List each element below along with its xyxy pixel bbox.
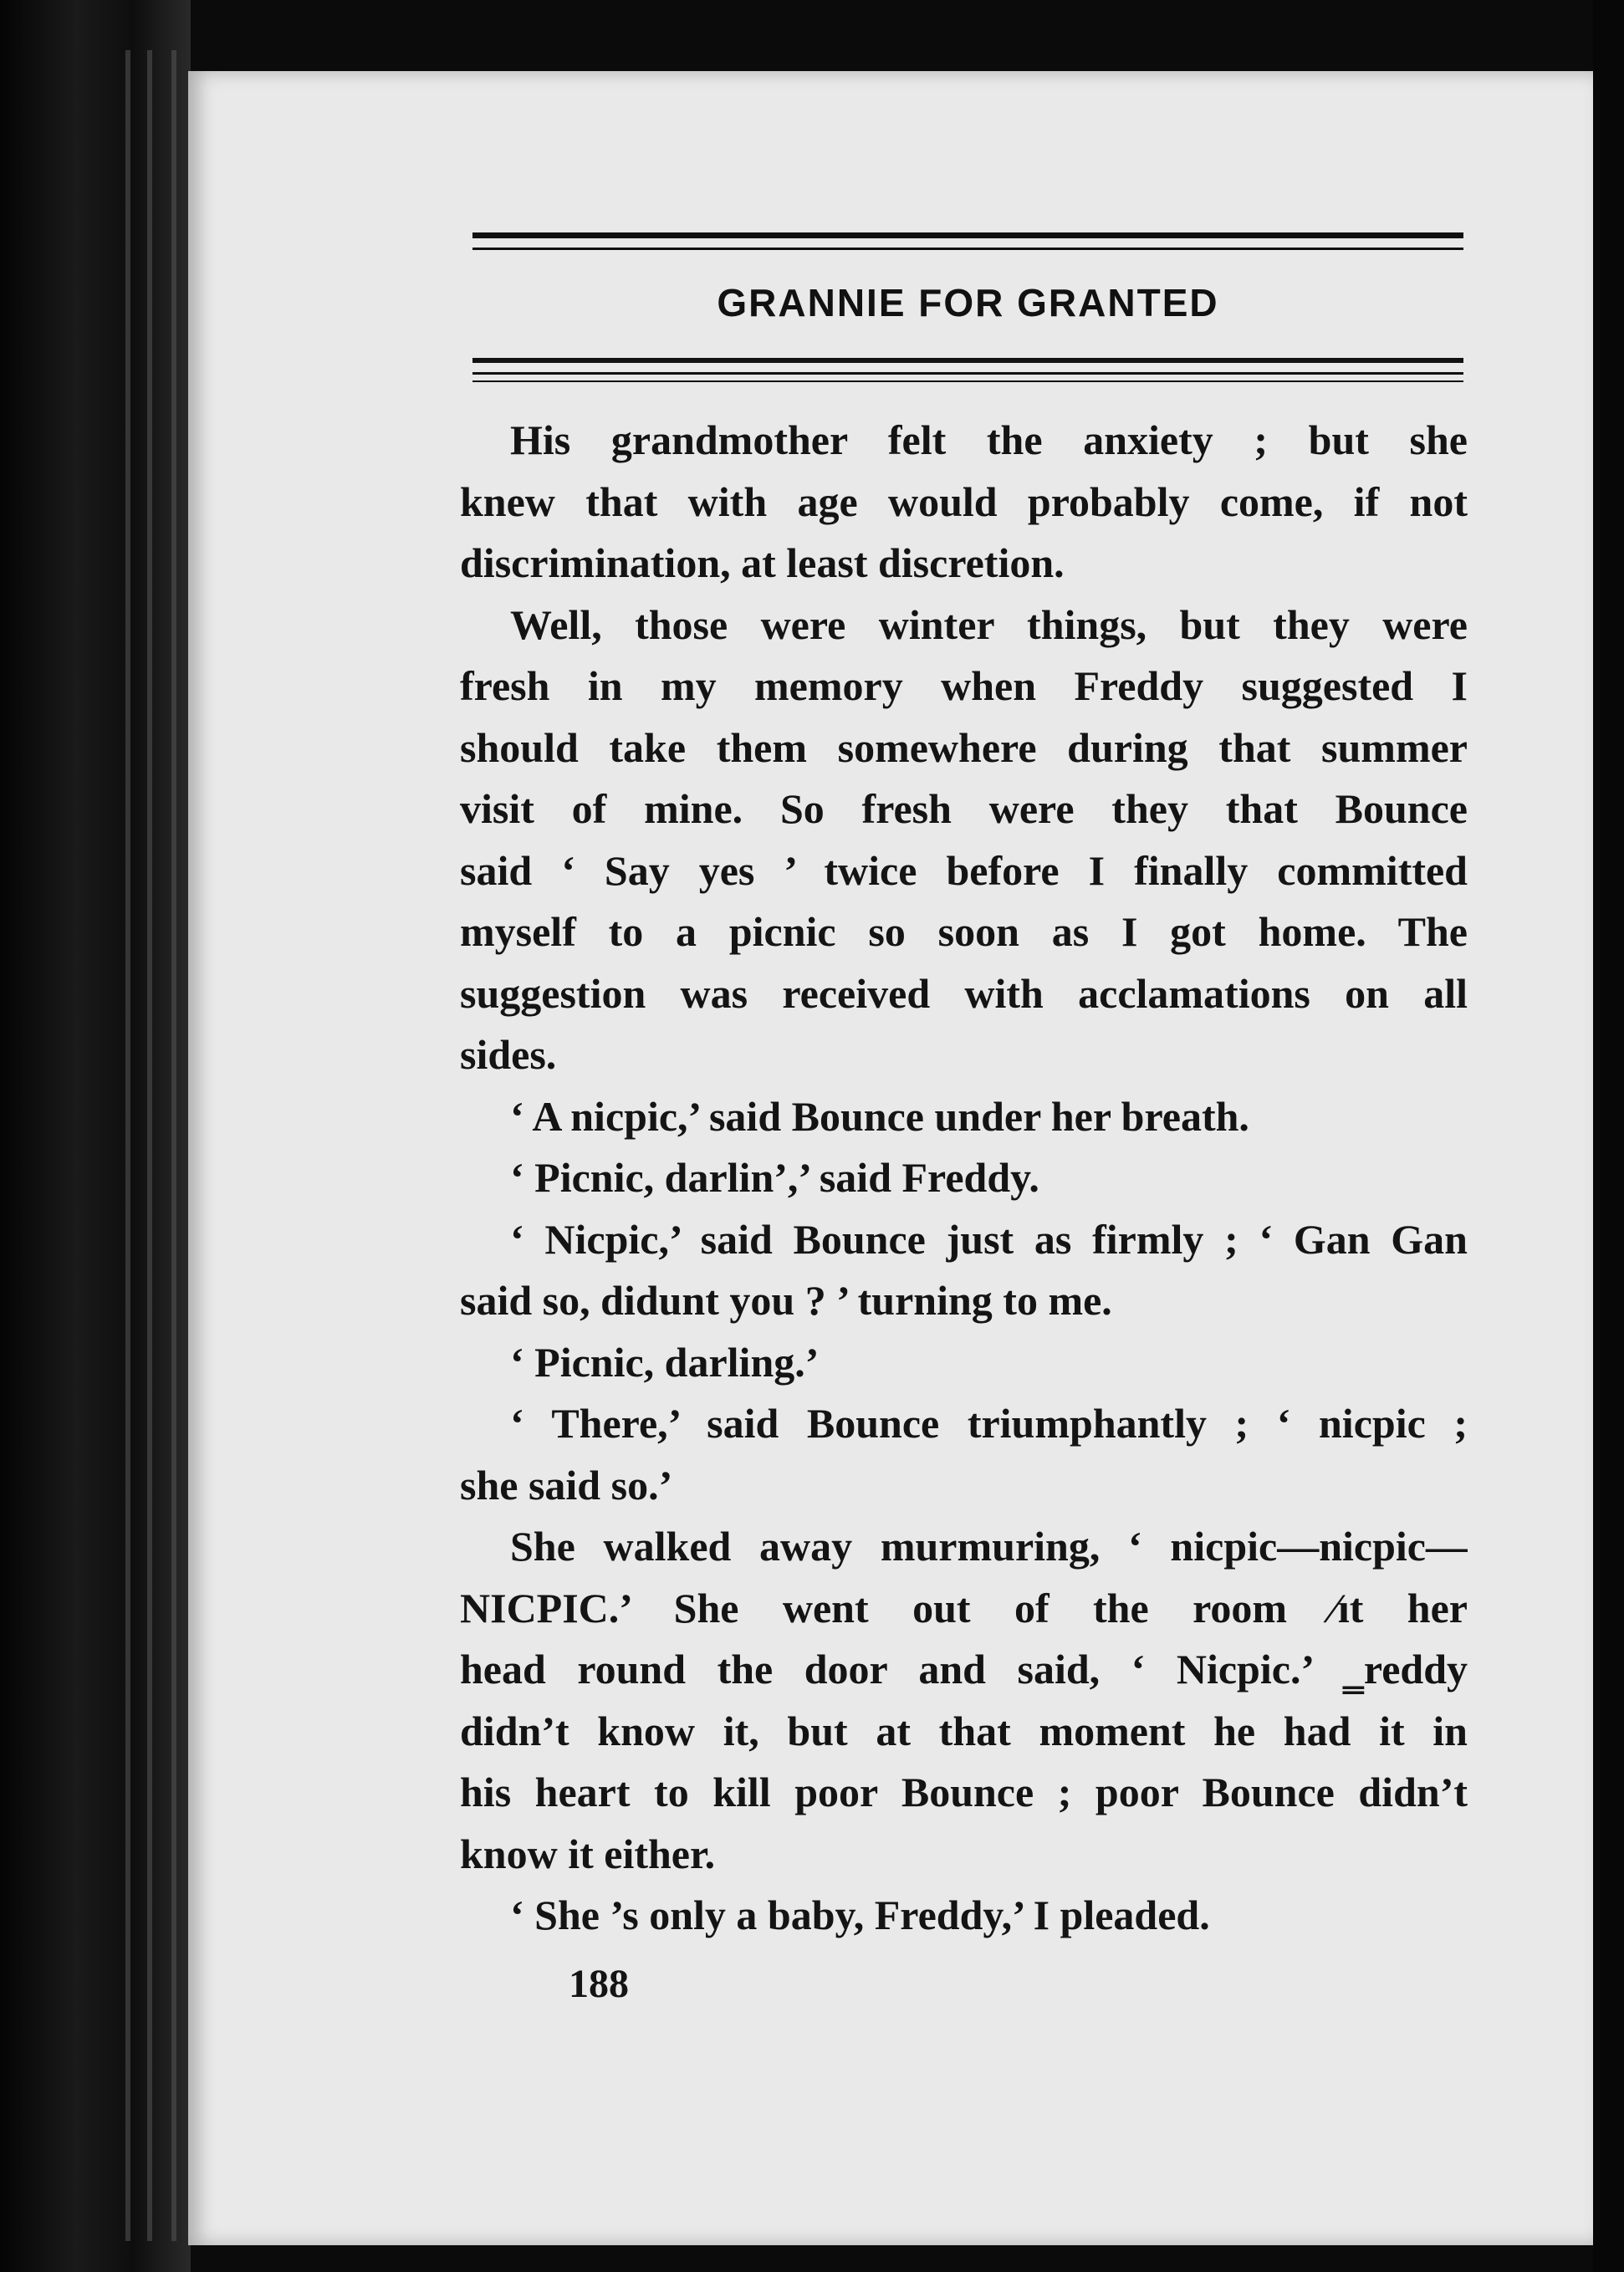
bottom-rule-thick [472,358,1463,363]
text-line: ‘ Nicpic,’ said Bounce just as firmly ; ‘ Gan Gan [510,1215,1468,1263]
text-line: didn’t know it, but at that moment he had it in [460,1707,1468,1754]
spine-line [147,50,152,2241]
text-line: ‘ There,’ said Bounce triumphantly ; ‘ nicpic ; [510,1400,1468,1447]
text-line: ‘ Picnic, darlin’,’ said Freddy. [510,1154,1039,1201]
text-line: she said so.’ [460,1461,673,1509]
text-line: discrimination, at least discretion. [460,539,1065,586]
text-line: said ‘ Say yes ’ twice before I finally committed [460,846,1468,894]
spine-line [171,50,176,2241]
text-line: suggestion was received with acclamations on all [460,969,1468,1017]
text-line: She walked away murmuring, ‘ nicpic—nicpic— [510,1523,1468,1570]
text-line: ‘ Picnic, darling.’ [510,1338,820,1386]
book-spine-shadow [0,0,191,2272]
text-line: ‘ She ’s only a baby, Freddy,’ I pleaded. [510,1892,1210,1938]
text-line: know it either. [460,1830,716,1877]
text-line: visit of mine. So fresh were they that Bounce [460,785,1468,832]
text-line: fresh in my memory when Freddy suggested I [460,662,1468,709]
text-line: his heart to kill poor Bounce ; poor Bounce didn’t [460,1769,1468,1815]
spine-line [125,50,130,2241]
text-line: Well, those were winter things, but they were [510,600,1468,648]
text-line: myself to a picnic so soon as I got home. The [460,908,1468,955]
text-line: ‘ A nicpic,’ said Bounce under her breath. [510,1092,1249,1140]
page-number: 188 [569,1962,629,2006]
running-head: GRANNIE FOR GRANTED [717,281,1219,324]
text-line: sides. [460,1031,557,1078]
text-line: head round the door and said, ‘ Nicpic.’ ‗reddy [460,1646,1468,1693]
text-line: His grandmother felt the anxiety ; but she [510,416,1468,463]
top-rule-thick [472,232,1463,238]
text-line: NICPIC.’ She went out of the room ⁄ıt her [460,1584,1468,1631]
text-line: should take them somewhere during that summer [460,723,1468,771]
page-edge-shadow [1593,0,1624,2272]
body-text [460,410,1468,1947]
bottom-rule-thin [472,380,1463,382]
text-line: knew that with age would probably come, if not [460,477,1468,525]
text-line: said so, didunt you ? ’ turning to me. [460,1277,1112,1324]
bottom-rule-thin [472,372,1463,375]
top-rule-thin [472,248,1463,250]
